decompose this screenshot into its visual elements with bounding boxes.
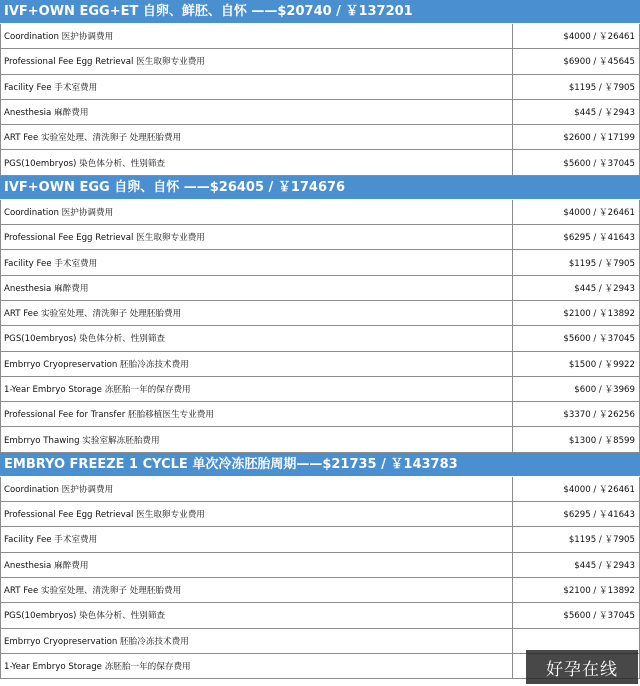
fee-item-label: Embrryo Cryopreservation 胚胎冷冻技术费用 xyxy=(1,352,513,376)
fee-item-price: $445 / ￥2943 xyxy=(574,108,635,119)
table-row xyxy=(0,527,640,552)
fee-item-label: Facility Fee 手术室费用 xyxy=(1,250,513,274)
fee-item-label: Anesthesia 麻醉费用 xyxy=(1,553,513,577)
fee-item-price: $1195 / ￥7905 xyxy=(568,258,635,269)
fee-item-price: $5600 / ￥37045 xyxy=(563,334,635,345)
table-row xyxy=(0,326,640,351)
section-header: IVF+OWN EGG 自卵、自怀 ——$26405 / ￥174676 xyxy=(0,176,640,200)
fee-item-label: Professional Fee for Transfer 胚胎移植医生专业费用 xyxy=(1,402,513,426)
fee-item-label: PGS(10embryos) 染色体分析、性别筛查 xyxy=(1,603,513,627)
fee-item-price: $5600 / ￥37045 xyxy=(563,158,635,169)
table-row xyxy=(0,200,640,225)
fee-item-price: $3370 / ￥26256 xyxy=(563,410,635,421)
fee-item-price: $5600 / ￥37045 xyxy=(563,611,635,622)
table-row xyxy=(0,502,640,527)
fee-item-label: ART Fee 实验室处理、清洗卵子 处理胚胎费用 xyxy=(1,301,513,325)
table-row xyxy=(0,276,640,301)
fee-item-label: Anesthesia 麻醉费用 xyxy=(1,276,513,300)
table-row xyxy=(0,352,640,377)
watermark-text: 好孕在线 xyxy=(546,659,618,680)
fee-item-price: $2100 / ￥13892 xyxy=(563,309,635,320)
table-row xyxy=(0,553,640,578)
fee-item-price: $4000 / ￥26461 xyxy=(563,484,635,495)
fee-item-price: $6900 / ￥45645 xyxy=(563,57,635,68)
table-row xyxy=(0,578,640,603)
fee-item-price: $1195 / ￥7905 xyxy=(568,82,635,93)
section-header: EMBRYO FREEZE 1 CYCLE 单次冷冻胚胎周期——$21735 / ￥143783 xyxy=(0,453,640,477)
fee-item-label: Coordination 医护协调费用 xyxy=(1,24,513,48)
fee-item-price: $1195 / ￥7905 xyxy=(568,535,635,546)
fee-item-price: $600 / ￥3969 xyxy=(574,385,635,395)
fee-item-price: $2100 / ￥13892 xyxy=(563,586,635,597)
table-row xyxy=(0,250,640,275)
table-row xyxy=(0,125,640,150)
table-row xyxy=(0,150,640,175)
table-row xyxy=(0,427,640,452)
fee-item-label: Professional Fee Egg Retrieval 医生取卵专业费用 xyxy=(1,225,513,249)
fee-item-label: Embrryo Cryopreservation 胚胎冷冻技术费用 xyxy=(1,629,513,653)
fee-item-label: ART Fee 实验室处理、清洗卵子 处理胚胎费用 xyxy=(1,578,513,602)
fee-item-label: Coordination 医护协调费用 xyxy=(1,200,513,224)
table-row xyxy=(0,603,640,628)
fee-item-label: Anesthesia 麻醉费用 xyxy=(1,100,513,124)
fee-item-label: Coordination 医护协调费用 xyxy=(1,477,513,501)
table-row xyxy=(0,402,640,427)
fee-item-price: $6295 / ￥41643 xyxy=(563,510,635,521)
watermark-logo xyxy=(526,650,638,684)
fee-item-price: $4000 / ￥26461 xyxy=(563,207,635,218)
table-row xyxy=(0,100,640,125)
table-row xyxy=(0,24,640,49)
table-row xyxy=(0,225,640,250)
table-row xyxy=(0,477,640,502)
fee-item-label: Embrryo Thawing 实验室解冻胚胎费用 xyxy=(1,427,513,451)
fee-item-price: $1500 / ￥9922 xyxy=(568,359,635,370)
fee-item-label: Facility Fee 手术室费用 xyxy=(1,527,513,551)
fee-item-label: 1-Year Embryo Storage 冻胚胎一年的保存费用 xyxy=(1,654,513,678)
table-row xyxy=(0,75,640,100)
fee-item-label: PGS(10embryos) 染色体分析、性别筛查 xyxy=(1,326,513,350)
section-header: IVF+OWN EGG+ET 自卵、鲜胚、自怀 ——$20740 / ￥137201 xyxy=(0,0,640,24)
fee-item-label: 1-Year Embryo Storage 冻胚胎一年的保存费用 xyxy=(1,377,513,401)
table-row xyxy=(0,49,640,74)
fee-item-price: $6295 / ￥41643 xyxy=(563,233,635,244)
fee-item-label: Professional Fee Egg Retrieval 医生取卵专业费用 xyxy=(1,49,513,73)
fee-item-label: ART Fee 实验室处理、清洗卵子 处理胚胎费用 xyxy=(1,125,513,149)
fee-item-price: $445 / ￥2943 xyxy=(574,560,635,571)
table-row xyxy=(0,377,640,402)
fee-item-price: $445 / ￥2943 xyxy=(574,283,635,294)
fee-item-label: Professional Fee Egg Retrieval 医生取卵专业费用 xyxy=(1,502,513,526)
fee-item-price: $4000 / ￥26461 xyxy=(563,32,635,43)
fee-item-price: $2600 / ￥17199 xyxy=(563,133,635,144)
fee-item-label: Facility Fee 手术室费用 xyxy=(1,75,513,99)
table-row xyxy=(0,301,640,326)
fee-item-label: PGS(10embryos) 染色体分析、性别筛查 xyxy=(1,150,513,174)
fee-item-price: $1300 / ￥8599 xyxy=(568,435,635,446)
